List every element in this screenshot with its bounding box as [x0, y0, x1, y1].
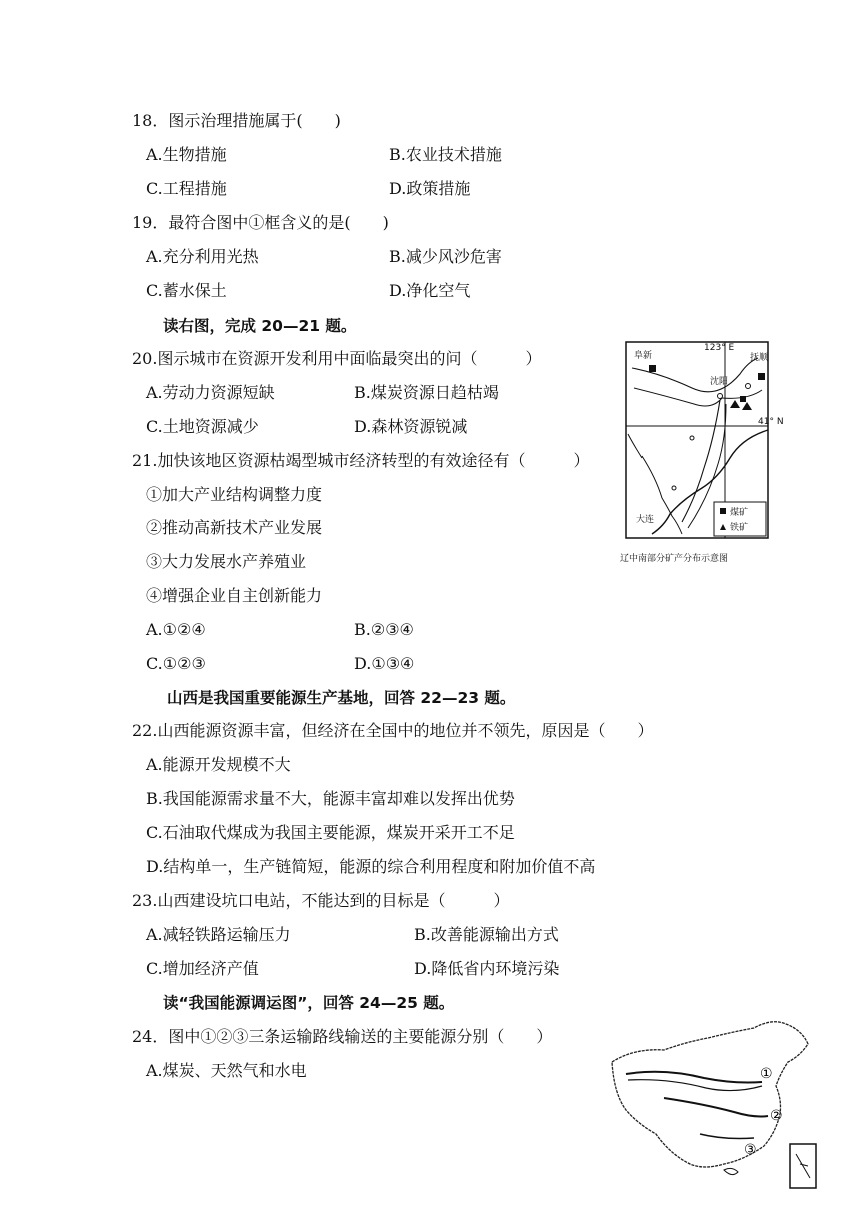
- legend-coal: 煤矿: [730, 508, 749, 518]
- q23-option-a: A.减轻铁路运输压力: [146, 925, 291, 944]
- q21-option-d: D.①③④: [354, 654, 415, 673]
- q20-option-a: A.劳动力资源短缺: [146, 383, 275, 402]
- latitude-label: 41° N: [758, 417, 784, 427]
- q22-option-b: B.我国能源需求量不大，能源丰富却难以发挥出优势: [146, 789, 515, 808]
- longitude-label: 123° E: [704, 343, 735, 353]
- q20-option-b: B.煤炭资源日趋枯竭: [354, 383, 499, 402]
- q19-option-d: D.净化空气: [389, 281, 471, 300]
- city-label-fushun: 抚顺: [750, 353, 769, 363]
- q20-stem: 20.图示城市在资源开发利用中面临最突出的问（ ）: [132, 349, 542, 368]
- q18-stem: 18．图示治理措施属于( ): [132, 111, 341, 130]
- q20-option-c: C.土地资源减少: [146, 417, 259, 436]
- section-intro-20-21: 读右图，完成 20—21 题。: [163, 317, 357, 335]
- q23-option-d: D.降低省内环境污染: [414, 959, 560, 978]
- q18-option-d: D.政策措施: [389, 179, 471, 198]
- q21-item-4: ④增强企业自主创新能力: [146, 586, 323, 605]
- map1-caption: 辽中南部分矿产分布示意图: [620, 554, 729, 564]
- q19-option-c: C.蓄水保土: [146, 281, 227, 300]
- q20-option-d: D.森林资源锐减: [354, 417, 468, 436]
- q21-option-b: B.②③④: [354, 620, 414, 639]
- city-label-dalian: 大连: [636, 515, 655, 525]
- q23-option-b: B.改善能源输出方式: [414, 925, 559, 944]
- q23-option-c: C.增加经济产值: [146, 959, 259, 978]
- q22-option-d: D.结构单一，生产链简短，能源的综合利用程度和附加价值不高: [146, 857, 596, 876]
- route-marker-3: ③: [744, 1142, 757, 1158]
- q18-option-b: B.农业技术措施: [389, 145, 502, 164]
- q18-option-c: C.工程措施: [146, 179, 227, 198]
- q22-stem: 22.山西能源资源丰富，但经济在全国中的地位并不领先，原因是（ ）: [132, 721, 654, 740]
- q19-option-a: A.充分利用光热: [146, 247, 259, 266]
- q21-item-2: ②推动高新技术产业发展: [146, 518, 323, 537]
- q22-option-a: A.能源开发规模不大: [146, 755, 291, 774]
- q19-option-b: B.减少风沙危害: [389, 247, 502, 266]
- city-label-shenyang: 沈阳: [710, 377, 729, 387]
- city-label-fuxin: 阜新: [634, 351, 653, 361]
- q24-stem: 24．图中①②③三条运输路线输送的主要能源分别（ ）: [132, 1027, 553, 1046]
- q23-stem: 23.山西建设坑口电站，不能达到的目标是（ ）: [132, 891, 510, 910]
- q22-option-c: C.石油取代煤成为我国主要能源，煤炭开采开工不足: [146, 823, 515, 842]
- q24-option-a: A.煤炭、天然气和水电: [146, 1061, 307, 1080]
- china-energy-transport-map: [604, 1014, 822, 1198]
- q21-option-c: C.①②③: [146, 654, 206, 673]
- coal-mine-legend-icon: [720, 508, 726, 514]
- q21-option-a: A.①②④: [146, 620, 206, 639]
- route-marker-2: ②: [770, 1108, 783, 1124]
- section-intro-24-25: 读“我国能源调运图”，回答 24—25 题。: [163, 994, 455, 1012]
- q21-stem: 21.加快该地区资源枯竭型城市经济转型的有效途径有（ ）: [132, 451, 590, 470]
- q18-option-a: A.生物措施: [146, 145, 227, 164]
- route-marker-1: ①: [760, 1066, 773, 1082]
- legend-iron: 铁矿: [730, 523, 749, 533]
- q21-item-3: ③大力发展水产养殖业: [146, 552, 307, 571]
- section-intro-22-23: 山西是我国重要能源生产基地，回答 22—23 题。: [167, 689, 516, 707]
- q21-item-1: ①加大产业结构调整力度: [146, 485, 323, 504]
- q19-stem: 19．最符合图中①框含义的是( ): [132, 213, 389, 232]
- liaozhongnan-mineral-map: [622, 338, 788, 544]
